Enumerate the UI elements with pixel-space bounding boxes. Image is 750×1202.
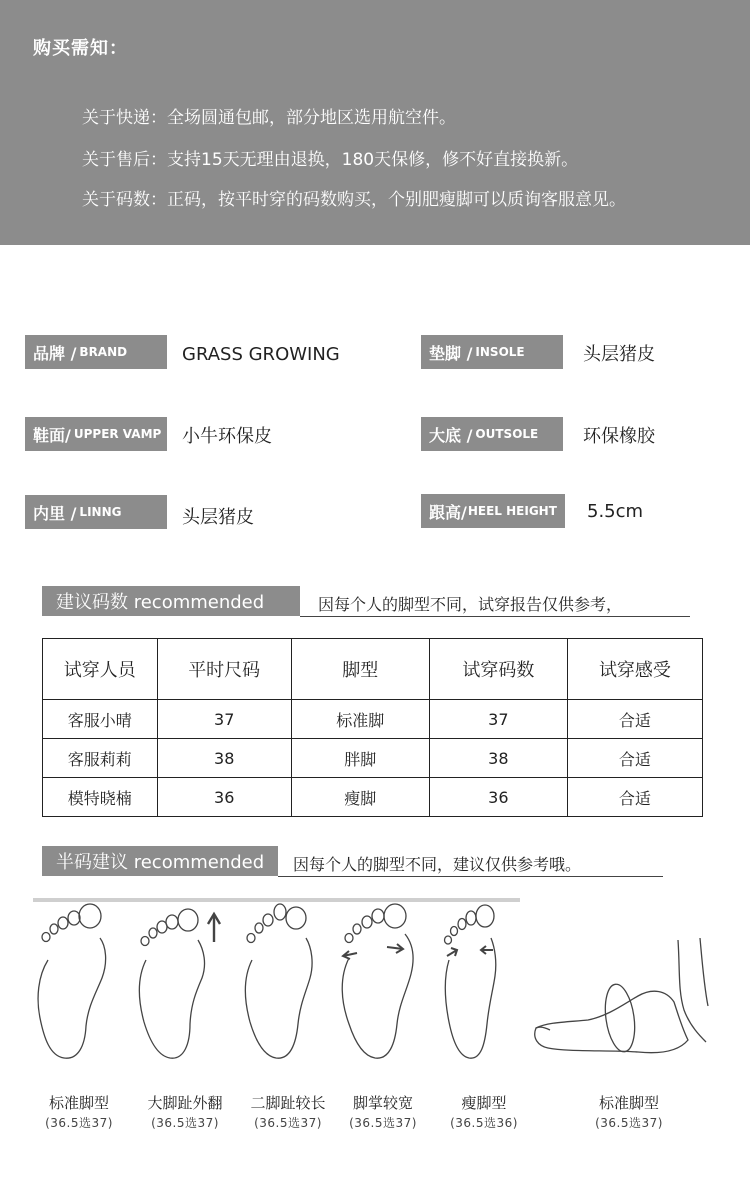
- spec-label-brand: [25, 335, 167, 369]
- purchase-notice-panel: [0, 0, 750, 245]
- foot-label: 脚掌较宽: [352, 1094, 413, 1112]
- table-header: 平时尺码: [157, 639, 291, 700]
- spec-label-en: HEEL HEIGHT: [467, 504, 557, 518]
- notice-title: 购买需知：: [33, 38, 128, 59]
- table-cell: 模特晓楠: [43, 778, 158, 817]
- table-header-row: [43, 639, 703, 700]
- table-cell: 客服小晴: [43, 700, 158, 739]
- table-cell: 合适: [567, 778, 702, 817]
- foot-bunion-icon: [132, 898, 227, 1063]
- foot-long-second-toe-icon: [238, 898, 323, 1063]
- table-cell: 38: [429, 739, 567, 778]
- fitting-table: [42, 638, 703, 817]
- table-cell: 37: [429, 700, 567, 739]
- recommend-rule: [300, 616, 690, 617]
- table-cell: 37: [157, 700, 291, 739]
- spec-label-cn: 大底 /: [429, 425, 473, 445]
- spec-label-en: OUTSOLE: [475, 427, 539, 441]
- spec-value-outsole: 环保橡胶: [583, 426, 655, 447]
- spec-label-cn: 垫脚 /: [429, 343, 473, 363]
- foot-standard-icon: [30, 898, 115, 1063]
- spec-label-cn: 跟高/: [429, 502, 467, 522]
- spec-label-outsole: [421, 417, 563, 451]
- foot-label: 二脚趾较长: [250, 1094, 326, 1112]
- table-header: 试穿码数: [429, 639, 567, 700]
- spec-value-upper: 小牛环保皮: [182, 426, 272, 447]
- spec-label-cn: 品牌 /: [33, 343, 77, 363]
- recommend-note: 因每个人的脚型不同，试穿报告仅供参考，: [318, 595, 623, 614]
- table-cell: 合适: [567, 700, 702, 739]
- spec-label-cn: 鞋面/: [33, 425, 71, 445]
- table-row: [43, 739, 703, 778]
- recommend-title: 建议码数 recommended: [42, 586, 300, 616]
- spec-label-en: LINNG: [79, 505, 122, 519]
- notice-sizing: 关于码数：正码，按平时穿的码数购买，个别肥瘦脚可以质询客服意见。: [82, 190, 626, 210]
- foot-narrow-icon: [437, 898, 507, 1063]
- spec-value-insole: 头层猪皮: [583, 344, 655, 365]
- foot-label: 标准脚型: [48, 1094, 109, 1112]
- spec-label-lining: [25, 495, 167, 529]
- foot-size: (36.5选37): [151, 1116, 219, 1130]
- foot-size: (36.5选37): [349, 1116, 417, 1130]
- table-cell: 标准脚: [291, 700, 429, 739]
- half-size-rule: [278, 876, 663, 877]
- notice-shipping: 关于快递：全场圆通包邮，部分地区选用航空件。: [82, 108, 456, 128]
- foot-wide-icon: [335, 898, 420, 1063]
- table-cell: 瘦脚: [291, 778, 429, 817]
- spec-label-heel: [421, 494, 565, 528]
- foot-size: (36.5选37): [45, 1116, 113, 1130]
- table-header: 脚型: [291, 639, 429, 700]
- spec-label-insole: [421, 335, 563, 369]
- foot-label: 大脚趾外翻: [147, 1094, 223, 1112]
- spec-value-brand: GRASS GROWING: [182, 344, 340, 365]
- spec-label-cn: 内里 /: [33, 503, 77, 523]
- spec-value-heel: 5.5cm: [587, 501, 644, 522]
- table-cell: 36: [429, 778, 567, 817]
- spec-value-lining: 头层猪皮: [182, 507, 254, 528]
- foot-size: (36.5选37): [595, 1116, 663, 1130]
- table-cell: 合适: [567, 739, 702, 778]
- foot-size: (36.5选37): [254, 1116, 322, 1130]
- table-cell: 36: [157, 778, 291, 817]
- table-header: 试穿人员: [43, 639, 158, 700]
- foot-label: 瘦脚型: [461, 1094, 507, 1112]
- table-cell: 客服莉莉: [43, 739, 158, 778]
- spec-label-en: INSOLE: [475, 345, 525, 359]
- foot-size: (36.5选36): [450, 1116, 518, 1130]
- spec-label-en: UPPER VAMP: [73, 427, 162, 441]
- foot-label: 标准脚型: [598, 1094, 659, 1112]
- table-header: 试穿感受: [567, 639, 702, 700]
- spec-label-en: BRAND: [79, 345, 128, 359]
- table-row: [43, 778, 703, 817]
- half-size-title: 半码建议 recommended: [42, 846, 278, 876]
- table-cell: 胖脚: [291, 739, 429, 778]
- table-cell: 38: [157, 739, 291, 778]
- notice-after-sales: 关于售后：支持15天无理由退换，180天保修，修不好直接换新。: [82, 150, 579, 170]
- foot-side-view-icon: [528, 930, 718, 1060]
- spec-label-upper: [25, 417, 167, 451]
- half-size-note: 因每个人的脚型不同，建议仅供参考哦。: [293, 855, 582, 874]
- table-row: [43, 700, 703, 739]
